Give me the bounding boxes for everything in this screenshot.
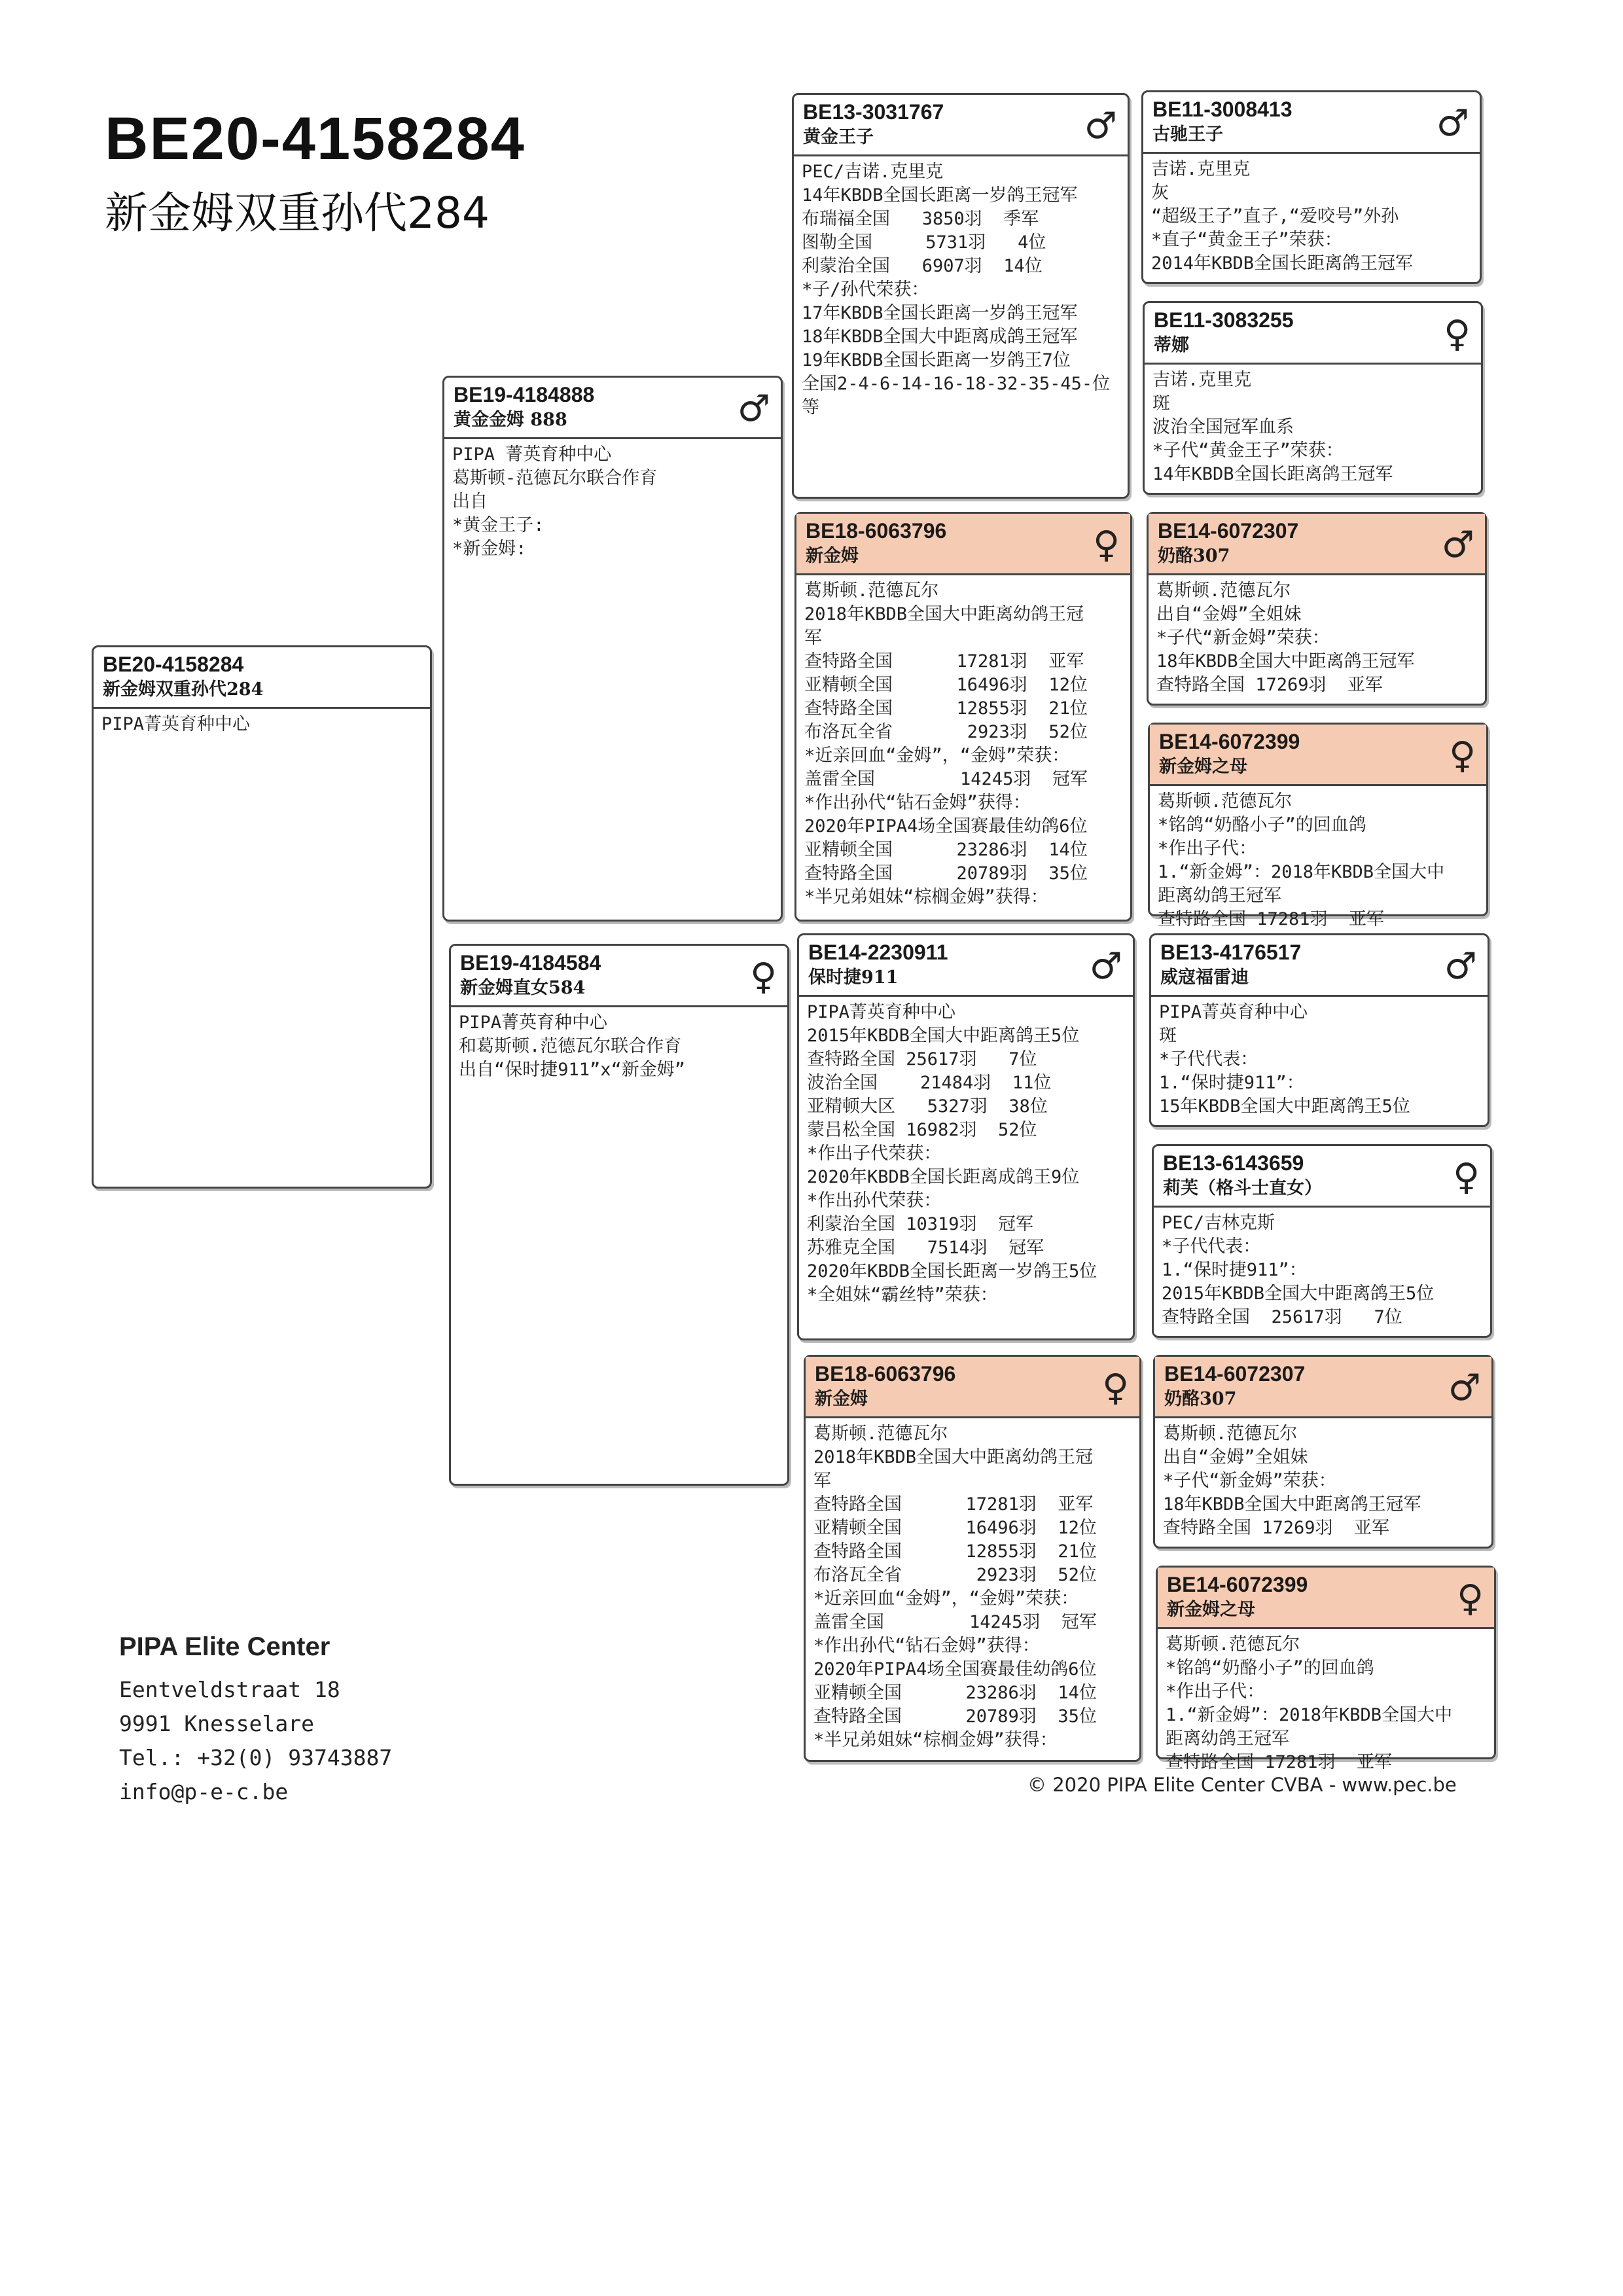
card-detail-line: 距离幼鸽王冠军 [1166, 1729, 1289, 1749]
card-detail-line: PIPA菁英育种中心 [1159, 1002, 1308, 1022]
card-details [1150, 786, 1486, 931]
card-detail-line: 查特路全国 17281羽 亚军 [804, 651, 1084, 672]
card-detail-line: 图勒全国 5731羽 4位 [802, 232, 1046, 253]
pedigree-card [1156, 1566, 1496, 1772]
card-detail-line: *子代代表： [1162, 1236, 1261, 1257]
card-detail-line: *作出子代荣获： [807, 1143, 942, 1164]
card-details [1154, 1208, 1490, 1329]
card-detail-line: 波治全国 21484羽 11位 [807, 1073, 1052, 1093]
card-detail-line: 1.“保时捷911”： [1159, 1073, 1304, 1093]
pedigree-card [449, 944, 789, 1486]
card-pigeon-name: 蒂娜 [1154, 335, 1189, 355]
card-detail-line: 2020年KBDB全国长距离成鸽王9位 [807, 1167, 1080, 1187]
card-detail-line: *黄金王子: [452, 515, 544, 535]
card-header [1155, 1357, 1491, 1418]
pedigree-pigeon-name: 新金姆双重孙代284 [105, 188, 490, 238]
card-detail-line: 查特路全国 25617羽 7位 [1162, 1307, 1402, 1327]
pedigree-card [1147, 512, 1487, 706]
card-detail-line: 利蒙治全国 6907羽 14位 [802, 256, 1043, 276]
card-detail-line: 18年KBDB全国大中距离鸽王冠军 [1163, 1494, 1421, 1515]
card-detail-line: 查特路全国 20789羽 35位 [813, 1706, 1097, 1727]
card-detail-line: 2018年KBDB全国大中距离幼鸽王冠 [813, 1447, 1094, 1467]
pedigree-card [797, 933, 1135, 1340]
pedigree-card [442, 376, 783, 922]
card-detail-line: 等 [802, 397, 819, 418]
card-detail-line: 查特路全国 20789羽 35位 [804, 863, 1088, 884]
card-detail-line: *直子“黄金王子”荣获： [1151, 230, 1342, 250]
card-detail-line: 和葛斯顿.范德瓦尔联合作育 [459, 1036, 682, 1056]
card-details [794, 156, 1128, 420]
card-header [451, 946, 787, 1007]
pedigree-card [1148, 723, 1488, 929]
card-detail-line: 15年KBDB全国大中距离鸽王5位 [1159, 1096, 1410, 1117]
card-detail-line: PIPA 菁英育种中心 [452, 444, 612, 465]
card-detail-line: *铭鸽“奶酪小子”的回血鸽 [1158, 815, 1366, 835]
card-header [796, 514, 1130, 575]
card-detail-line: 查特路全国 17269羽 亚军 [1156, 675, 1383, 695]
card-pigeon-name: 新金姆 [815, 1389, 868, 1409]
card-pigeon-name: 古驰王子 [1152, 124, 1223, 145]
card-header [794, 95, 1128, 156]
pedigree-card [1143, 301, 1483, 495]
card-header [1145, 303, 1481, 365]
card-pigeon-name: 新金姆之母 [1167, 1600, 1255, 1620]
card-header [1151, 935, 1488, 997]
card-details [1143, 154, 1480, 276]
pedigree-card [92, 645, 432, 1189]
female-icon: ♀ [1452, 1156, 1480, 1198]
pedigree-card [1152, 1144, 1492, 1338]
card-detail-line: *子代“新金姆”荣获： [1156, 628, 1330, 648]
card-details [1155, 1418, 1491, 1540]
card-detail-line: 1.“保时捷911”： [1162, 1260, 1307, 1280]
pedigree-card [804, 1355, 1141, 1762]
card-detail-line: 2018年KBDB全国大中距离幼鸽王冠 [804, 604, 1084, 624]
card-pigeon-name: 新金姆 [806, 546, 859, 566]
card-detail-line: 吉诺.克里克 [1151, 159, 1251, 179]
card-detail-line: 18年KBDB全国大中距离鸽王冠军 [1156, 651, 1415, 672]
female-icon: ♀ [1101, 1367, 1129, 1409]
card-detail-line: *作出孙代荣获： [807, 1191, 942, 1211]
footer-company: PIPA Elite Center [119, 1632, 330, 1661]
card-ring-number: BE14-6072307 [1164, 1362, 1306, 1386]
card-detail-line: 葛斯顿.范德瓦尔 [1156, 581, 1291, 601]
card-ring-number: BE19-4184888 [454, 383, 595, 406]
card-detail-line: 苏雅克全国 7514羽 冠军 [807, 1238, 1044, 1258]
card-details [799, 997, 1133, 1307]
card-detail-line: 查特路全国 17281羽 亚军 [813, 1494, 1094, 1515]
pedigree-card [1141, 90, 1482, 284]
card-detail-line: 距离幼鸽王冠军 [1158, 886, 1281, 906]
card-header [1143, 92, 1480, 154]
female-icon: ♀ [749, 956, 777, 998]
card-detail-line: 2020年PIPA4场全国赛最佳幼鸽6位 [804, 816, 1088, 836]
card-detail-line: 吉诺.克里克 [1152, 370, 1252, 390]
card-details [1151, 997, 1488, 1119]
card-detail-line: 利蒙治全国 10319羽 冠军 [807, 1214, 1034, 1234]
card-detail-line: 斑 [1159, 1026, 1177, 1046]
card-details [796, 575, 1130, 909]
card-ring-number: BE18-6063796 [815, 1362, 956, 1386]
card-pigeon-name: 保时捷911 [808, 967, 899, 988]
footer-email: info@p-e-c.be [119, 1779, 289, 1804]
card-detail-line: 1.“新金姆”：2018年KBDB全国大中 [1158, 862, 1445, 882]
card-ring-number: BE13-6143659 [1163, 1151, 1304, 1175]
card-detail-line: *近亲回血“金姆”，“金姆”荣获： [813, 1588, 1079, 1609]
card-detail-line: 灰 [1151, 183, 1169, 203]
card-details [451, 1007, 787, 1082]
card-detail-line: 查特路全国 17281羽 亚军 [1158, 909, 1385, 929]
card-header [799, 935, 1133, 997]
card-header [444, 378, 781, 439]
card-detail-line: 盖雷全国 14245羽 冠军 [813, 1612, 1097, 1632]
card-detail-line: 军 [813, 1471, 831, 1491]
card-ring-number: BE13-4176517 [1160, 941, 1302, 964]
card-header [1149, 514, 1485, 575]
card-detail-line: *全姐妹“霸丝特”荣获： [807, 1285, 998, 1305]
card-detail-line: *子代代表： [1159, 1049, 1258, 1069]
card-detail-line: 葛斯顿.范德瓦尔 [813, 1424, 948, 1444]
card-detail-line: 亚精顿大区 5327羽 38位 [807, 1096, 1048, 1117]
card-details [1145, 365, 1481, 486]
card-detail-line: *作出子代： [1166, 1681, 1265, 1702]
card-detail-line: “超级王子”直子,“爱咬号”外孙 [1151, 206, 1399, 226]
card-detail-line: 查特路全国 12855羽 21位 [813, 1541, 1097, 1562]
male-icon: ♂ [1089, 945, 1122, 988]
footer-copyright: © 2020 PIPA Elite Center CVBA - www.pec.be [1027, 1774, 1457, 1796]
card-ring-number: BE14-6072307 [1158, 519, 1299, 543]
card-header [1150, 725, 1486, 786]
card-detail-line: *作出孙代“钻石金姆”获得： [813, 1636, 1040, 1656]
card-ring-number: BE14-6072399 [1167, 1573, 1308, 1596]
male-icon: ♂ [1444, 945, 1477, 988]
card-detail-line: 出自“金姆”全姐妹 [1156, 604, 1302, 624]
female-icon: ♀ [1448, 734, 1476, 777]
male-icon: ♂ [1441, 524, 1474, 566]
card-detail-line: *半兄弟姐妹“棕榈金姆”获得： [804, 887, 1048, 907]
card-detail-line: 军 [804, 628, 822, 648]
card-detail-line: 查特路全国 17269羽 亚军 [1163, 1518, 1390, 1538]
card-pigeon-name: 莉芙（格斗士直女） [1163, 1178, 1322, 1198]
male-icon: ♂ [1448, 1367, 1481, 1409]
card-pigeon-name: 新金姆直女584 [460, 978, 586, 998]
card-pigeon-name: 奶酪307 [1164, 1389, 1237, 1409]
card-detail-line: *子/孙代荣获： [802, 279, 929, 300]
card-detail-line: 全国2-4-6-14-16-18-32-35-45-位 [802, 374, 1111, 394]
card-details [444, 439, 781, 561]
card-detail-line: *作出子代： [1158, 838, 1257, 859]
card-detail-line: *作出孙代“钻石金姆”获得： [804, 793, 1031, 813]
card-pigeon-name: 新金姆之母 [1159, 757, 1247, 777]
card-pigeon-name: 新金姆双重孙代284 [103, 679, 264, 700]
card-detail-line: *铭鸽“奶酪小子”的回血鸽 [1166, 1658, 1374, 1678]
card-details [806, 1418, 1139, 1752]
pedigree-card [794, 512, 1132, 922]
card-detail-line: PIPA菁英育种中心 [459, 1013, 608, 1033]
card-detail-line: 蒙吕松全国 16982羽 52位 [807, 1120, 1037, 1140]
card-detail-line: 葛斯顿.范德瓦尔 [1163, 1424, 1298, 1444]
card-ring-number: BE14-2230911 [808, 941, 948, 964]
card-ring-number: BE19-4184584 [460, 951, 601, 975]
card-details [1149, 575, 1485, 697]
card-ring-number: BE13-3031767 [803, 100, 944, 124]
card-detail-line: 19年KBDB全国长距离一岁鸽王7位 [802, 350, 1071, 370]
card-detail-line: 2020年PIPA4场全国赛最佳幼鸽6位 [813, 1659, 1097, 1679]
card-detail-line: 盖雷全国 14245羽 冠军 [804, 769, 1088, 789]
card-pigeon-name: 奶酪307 [1158, 546, 1230, 566]
footer-city: 9991 Knesselare [119, 1711, 315, 1736]
card-header [1154, 1146, 1490, 1208]
card-detail-line: 葛斯顿.范德瓦尔 [804, 581, 939, 601]
card-detail-line: 布洛瓦全省 2923羽 52位 [804, 722, 1088, 742]
card-header [94, 647, 430, 709]
female-icon: ♀ [1456, 1577, 1484, 1620]
card-detail-line: 查特路全国 17281羽 亚军 [1166, 1752, 1393, 1772]
card-detail-line: *子代“黄金王子”荣获： [1152, 440, 1344, 461]
card-detail-line: 亚精顿全国 16496羽 12位 [813, 1518, 1097, 1538]
footer-street: Eentveldstraat 18 [119, 1677, 340, 1702]
card-detail-line: 查特路全国 25617羽 7位 [807, 1049, 1037, 1069]
footer-tel: Tel.: +32(0) 93743887 [119, 1745, 393, 1770]
card-detail-line: PEC/吉林克斯 [1162, 1213, 1275, 1233]
card-ring-number: BE11-3083255 [1154, 308, 1294, 332]
pedigree-card [792, 93, 1130, 499]
card-details [94, 709, 430, 736]
card-detail-line: 出自“保时捷911”x“新金姆” [459, 1060, 686, 1080]
card-detail-line: 2015年KBDB全国大中距离鸽王5位 [807, 1026, 1080, 1046]
card-detail-line: 亚精顿全国 23286羽 14位 [813, 1683, 1097, 1703]
male-icon: ♂ [737, 387, 770, 430]
card-detail-line: PEC/吉诺.克里克 [802, 162, 944, 182]
card-detail-line: *新金姆: [452, 539, 527, 559]
female-icon: ♀ [1443, 313, 1471, 355]
card-detail-line: 2015年KBDB全国大中距离鸽王5位 [1162, 1283, 1435, 1304]
card-detail-line: *近亲回血“金姆”，“金姆”荣获： [804, 745, 1070, 766]
card-detail-line: 2014年KBDB全国长距离鸽王冠军 [1151, 253, 1414, 274]
female-icon: ♀ [1092, 524, 1120, 566]
card-detail-line: 18年KBDB全国大中距离成鸽王冠军 [802, 327, 1078, 347]
card-detail-line: 波治全国冠军血系 [1152, 417, 1294, 437]
card-detail-line: 1.“新金姆”：2018年KBDB全国大中 [1166, 1705, 1453, 1725]
card-pigeon-name: 黄金金姆 888 [454, 410, 567, 430]
card-detail-line: PIPA菁英育种中心 [807, 1002, 956, 1022]
pedigree-card [1149, 933, 1489, 1127]
card-detail-line: 布洛瓦全省 2923羽 52位 [813, 1565, 1097, 1585]
card-detail-line: 亚精顿全国 16496羽 12位 [804, 675, 1088, 695]
male-icon: ♂ [1084, 105, 1117, 147]
card-ring-number: BE14-6072399 [1159, 730, 1300, 753]
card-detail-line: 葛斯顿.范德瓦尔 [1158, 791, 1293, 812]
card-details [1158, 1629, 1494, 1774]
male-icon: ♂ [1436, 102, 1469, 145]
card-header [806, 1357, 1139, 1418]
card-ring-number: BE11-3008413 [1152, 98, 1293, 121]
card-detail-line: *子代“新金姆”荣获： [1163, 1471, 1336, 1491]
card-header [1158, 1568, 1494, 1629]
card-detail-line: 查特路全国 12855羽 21位 [804, 698, 1088, 719]
card-detail-line: 葛斯顿-范德瓦尔联合作育 [452, 468, 658, 488]
card-detail-line: *半兄弟姐妹“棕榈金姆”获得： [813, 1730, 1058, 1750]
card-detail-line: 出自“金姆”全姐妹 [1163, 1447, 1308, 1467]
card-pigeon-name: 黄金王子 [803, 127, 874, 147]
card-detail-line: 布瑞福全国 3850羽 季军 [802, 209, 1039, 229]
card-detail-line: 2020年KBDB全国长距离一岁鸽王5位 [807, 1261, 1097, 1282]
card-detail-line: 14年KBDB全国长距离鸽王冠军 [1152, 464, 1393, 484]
card-detail-line: 17年KBDB全国长距离一岁鸽王冠军 [802, 303, 1078, 323]
card-detail-line: 亚精顿全国 23286羽 14位 [804, 840, 1088, 860]
card-detail-line: 葛斯顿.范德瓦尔 [1166, 1634, 1300, 1655]
pedigree-ring-number: BE20-4158284 [105, 105, 526, 172]
card-detail-line: 14年KBDB全国长距离一岁鸽王冠军 [802, 185, 1078, 206]
card-ring-number: BE18-6063796 [806, 519, 947, 543]
card-pigeon-name: 威寇福雷迪 [1160, 967, 1249, 988]
card-detail-line: 出自 [452, 492, 488, 512]
card-detail-line: PIPA菁英育种中心 [101, 714, 251, 734]
card-detail-line: 斑 [1152, 393, 1170, 414]
card-ring-number: BE20-4158284 [103, 653, 244, 676]
pedigree-card [1153, 1355, 1493, 1549]
